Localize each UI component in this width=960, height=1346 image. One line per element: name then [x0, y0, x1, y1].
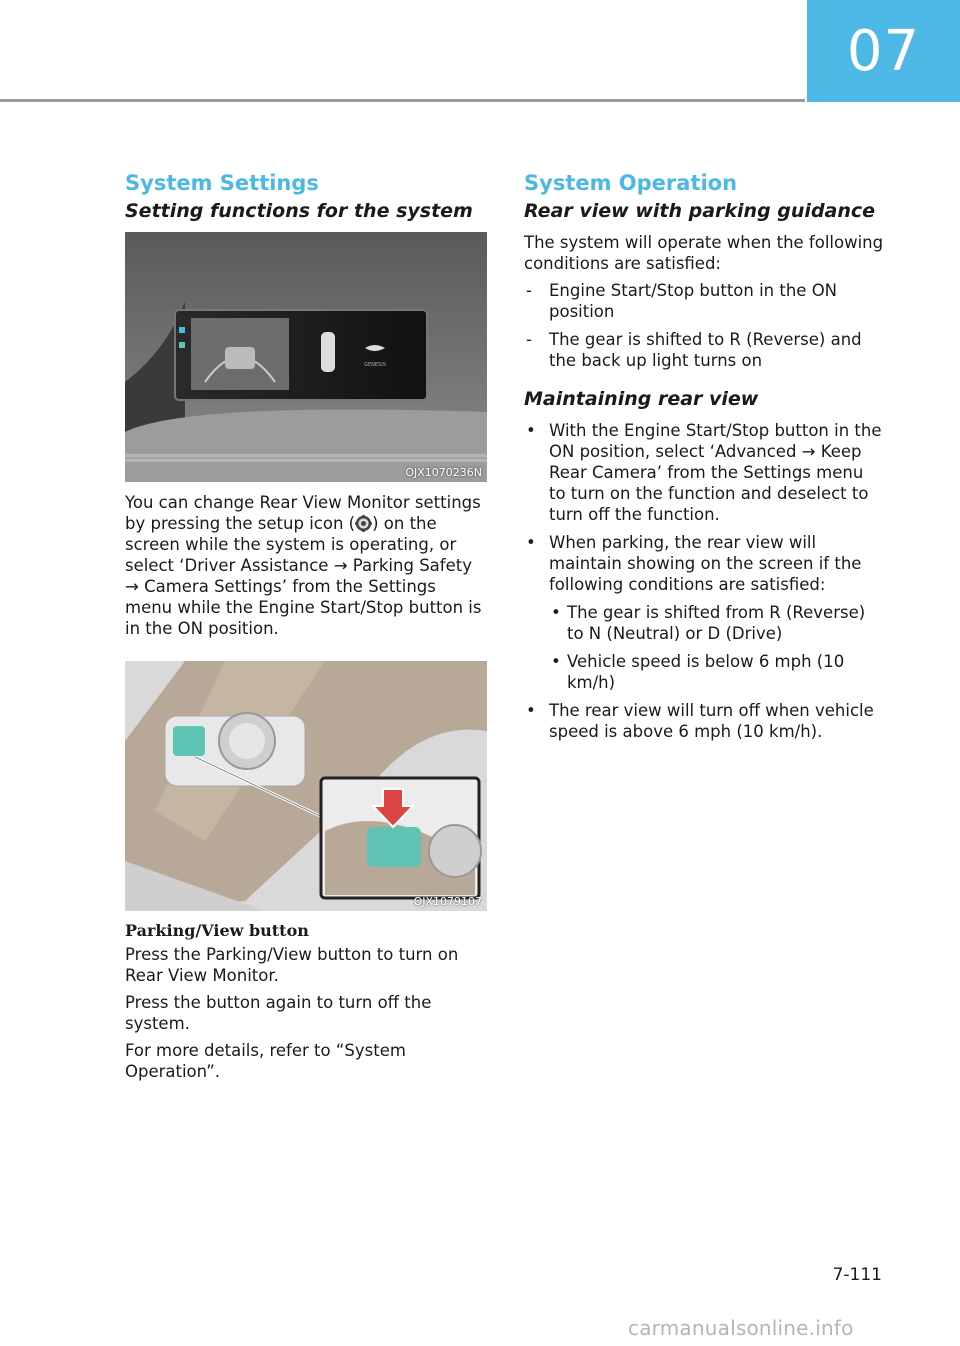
page-number: 7-111	[832, 1265, 882, 1285]
list-item	[524, 532, 884, 693]
list-item: • Vehicle speed is below 6 mph (10 km/h)	[549, 651, 884, 693]
list-item: - Engine Start/Stop button in the ON position	[524, 280, 884, 322]
subsection-title-maintaining: Maintaining rear view	[524, 387, 759, 410]
gear-icon	[355, 515, 372, 532]
right-column	[524, 170, 884, 749]
figure-caption: Parking/View button	[125, 920, 309, 940]
left-column	[125, 170, 487, 1088]
figure-code-1: OJX1070236N	[405, 465, 482, 479]
list-item-text: When parking, the rear view will maintain showing on the screen if the following conditions are satisfied:	[549, 532, 862, 594]
watermark: carmanualsonline.info	[628, 1316, 854, 1340]
list-item: • The rear view will turn off when vehicle speed is above 6 mph (10 km/h).	[524, 700, 884, 742]
paragraph-more-details: For more details, refer to “System Operation”.	[125, 1040, 406, 1081]
conditions-list	[524, 280, 884, 371]
header-rule	[0, 99, 805, 102]
section-title-system-settings: System Settings	[125, 171, 319, 195]
paragraph-text-part1: You can change Rear View Monitor settings by pressing the setup icon (	[125, 492, 481, 533]
subsection-title-rear-view: Rear view with parking guidance	[524, 200, 876, 223]
paragraph-text-part2: ) on the screen while the system is operating, or select ‘Driver Assistance → Parking Safety → Camera Settings’ from the Settings menu while the Engine Start/Stop button is in the ON position.	[125, 513, 482, 638]
bullet-list	[524, 420, 884, 742]
console-button-illustration	[125, 661, 487, 911]
figure-dashboard-monitor	[125, 232, 487, 482]
subsection-title-setting-functions: Setting functions for the system	[125, 200, 473, 223]
chapter-number: 07	[846, 18, 921, 84]
figure-parking-view-button	[125, 661, 487, 911]
list-item: • The gear is shifted from R (Reverse) to N (Neutral) or D (Drive)	[549, 602, 884, 644]
paragraph-turn-off: Press the button again to turn off the system.	[125, 992, 432, 1033]
paragraph-intro: The system will operate when the following conditions are satisfied:	[524, 232, 884, 273]
list-item: - The gear is shifted to R (Reverse) and the back up light turns on	[524, 329, 884, 371]
screen-brand-label: GENESIS	[364, 361, 386, 368]
list-item: • With the Engine Start/Stop button in the ON position, select ‘Advanced → Keep Rear Camera’ from the Settings menu to turn on the function and deselect to turn off the function.	[524, 420, 884, 525]
figure-code-2: OJX1079107	[413, 894, 482, 908]
sub-conditions-list	[549, 602, 884, 693]
dashboard-monitor-illustration	[125, 232, 487, 482]
paragraph-turn-on: Press the Parking/View button to turn on Rear View Monitor.	[125, 944, 459, 985]
chapter-tab	[807, 0, 960, 102]
paragraph-change-settings	[125, 492, 487, 639]
section-title-system-operation: System Operation	[524, 171, 738, 195]
